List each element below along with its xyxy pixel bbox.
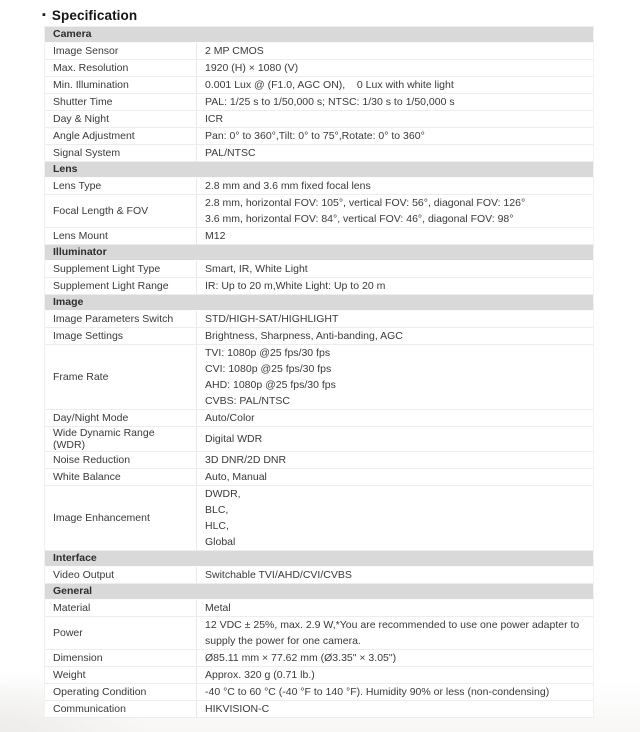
spec-value-line: AHD: 1080p @25 fps/30 fps: [205, 379, 336, 391]
spec-value-line: Auto, Manual: [205, 471, 267, 483]
spec-value-line: Brightness, Sharpness, Anti-banding, AGC: [205, 330, 403, 342]
spec-value-line: 0.001 Lux @ (F1.0, AGC ON), 0 Lux with white light: [205, 79, 454, 91]
spec-value-line: Approx. 320 g (0.71 lb.): [205, 669, 315, 681]
spec-value: [197, 667, 593, 683]
spec-value: [197, 261, 593, 277]
table-row: [45, 195, 593, 228]
spec-label: Material: [45, 600, 197, 616]
section-header: General: [45, 584, 593, 600]
spec-value: [197, 278, 593, 294]
spec-label: Focal Length & FOV: [45, 195, 197, 227]
spec-value: [197, 111, 593, 127]
spec-label: Weight: [45, 667, 197, 683]
spec-value: [197, 77, 593, 93]
spec-label: Frame Rate: [45, 345, 197, 409]
spec-value-line: PAL: 1/25 s to 1/50,000 s; NTSC: 1/30 s to 1/50,000 s: [205, 96, 455, 108]
spec-value-line: Digital WDR: [205, 433, 263, 445]
spec-value-line: HLC,: [205, 520, 229, 532]
table-row: [45, 77, 593, 94]
spec-value-line: TVI: 1080p @25 fps/30 fps: [205, 347, 331, 359]
table-row: [45, 178, 593, 195]
spec-value: [197, 145, 593, 161]
spec-label: Supplement Light Range: [45, 278, 197, 294]
spec-value: [197, 650, 593, 666]
spec-value: [197, 427, 593, 451]
spec-label: Operating Condition: [45, 684, 197, 700]
spec-value-line: DWDR,: [205, 488, 241, 500]
table-row: [45, 228, 593, 245]
spec-value: [197, 311, 593, 327]
table-row: [45, 617, 593, 650]
spec-value: [197, 60, 593, 76]
table-row: [45, 94, 593, 111]
spec-value-line: Metal: [205, 602, 231, 614]
spec-value: [197, 567, 593, 583]
bullet-icon: ▪: [42, 9, 46, 21]
spec-value-line: 12 VDC ± 25%, max. 2.9 W,*You are recommended to use one power adapter to supply the power for one camera.: [205, 619, 583, 647]
spec-value-line: Smart, IR, White Light: [205, 263, 308, 275]
spec-value-line: STD/HIGH-SAT/HIGHLIGHT: [205, 313, 339, 325]
table-row: [45, 427, 593, 452]
spec-value-line: CVI: 1080p @25 fps/30 fps: [205, 363, 332, 375]
table-row: [45, 667, 593, 684]
spec-value-line: PAL/NTSC: [205, 147, 256, 159]
spec-value-line: 2 MP CMOS: [205, 45, 264, 57]
spec-value-line: ICR: [205, 113, 224, 125]
spec-value-line: 3D DNR/2D DNR: [205, 454, 287, 466]
spec-value-line: CVBS: PAL/NTSC: [205, 395, 290, 407]
spec-label: Image Enhancement: [45, 486, 197, 550]
spec-value-line: Global: [205, 536, 236, 548]
spec-label: Power: [45, 617, 197, 649]
spec-value: [197, 410, 593, 426]
spec-value: [197, 701, 593, 717]
spec-value: [197, 195, 593, 227]
spec-value: [197, 684, 593, 700]
spec-value-line: -40 °C to 60 °C (-40 °F to 140 °F). Humidity 90% or less (non-condensing): [205, 686, 550, 698]
spec-value-line: Ø85.11 mm × 77.62 mm (Ø3.35" × 3.05"): [205, 652, 397, 664]
spec-table: [44, 26, 594, 718]
spec-label: Day/Night Mode: [45, 410, 197, 426]
spec-label: Day & Night: [45, 111, 197, 127]
table-row: [45, 600, 593, 617]
spec-value-line: IR: Up to 20 m,White Light: Up to 20 m: [205, 280, 386, 292]
section-header: Camera: [45, 27, 593, 43]
spec-value-line: 2.8 mm and 3.6 mm fixed focal lens: [205, 180, 371, 192]
table-row: [45, 60, 593, 77]
spec-value: [197, 452, 593, 468]
spec-label: Supplement Light Type: [45, 261, 197, 277]
spec-label: Shutter Time: [45, 94, 197, 110]
table-row: [45, 145, 593, 162]
spec-value: [197, 600, 593, 616]
spec-label: Communication: [45, 701, 197, 717]
section-title: [42, 6, 137, 24]
table-row: [45, 128, 593, 145]
spec-label: Noise Reduction: [45, 452, 197, 468]
spec-label: Max. Resolution: [45, 60, 197, 76]
table-row: [45, 345, 593, 410]
page-title: Specification: [51, 7, 138, 23]
section-header: Illuminator: [45, 245, 593, 261]
spec-label: Min. Illumination: [45, 77, 197, 93]
spec-value: [197, 328, 593, 344]
table-row: [45, 650, 593, 667]
spec-value: [197, 43, 593, 59]
spec-value: [197, 486, 593, 550]
spec-label: Angle Adjustment: [45, 128, 197, 144]
section-header: Lens: [45, 162, 593, 178]
section-header: Interface: [45, 551, 593, 567]
table-row: [45, 567, 593, 584]
table-row: [45, 278, 593, 295]
spec-label: Video Output: [45, 567, 197, 583]
spec-value-line: Auto/Color: [205, 412, 255, 424]
table-row: [45, 469, 593, 486]
table-row: [45, 684, 593, 701]
spec-label: Image Parameters Switch: [45, 311, 197, 327]
table-row: [45, 410, 593, 427]
spec-value: [197, 94, 593, 110]
spec-value-line: Pan: 0° to 360°,Tilt: 0° to 75°,Rotate: 0° to 360°: [205, 130, 425, 142]
spec-value: [197, 228, 593, 244]
spec-label: Dimension: [45, 650, 197, 666]
section-header: Image: [45, 295, 593, 311]
table-row: [45, 328, 593, 345]
table-row: [45, 701, 593, 718]
spec-value: [197, 617, 593, 649]
spec-value-line: M12: [205, 230, 226, 242]
spec-label: Image Sensor: [45, 43, 197, 59]
table-row: [45, 261, 593, 278]
spec-value-line: Switchable TVI/AHD/CVI/CVBS: [205, 569, 352, 581]
spec-label: Lens Mount: [45, 228, 197, 244]
spec-value-line: 1920 (H) × 1080 (V): [205, 62, 299, 74]
spec-label: Wide Dynamic Range (WDR): [45, 427, 197, 451]
table-row: [45, 43, 593, 60]
spec-label: Signal System: [45, 145, 197, 161]
table-row: [45, 311, 593, 328]
spec-value-line: BLC,: [205, 504, 229, 516]
spec-value-line: HIKVISION-C: [205, 703, 270, 715]
table-row: [45, 111, 593, 128]
table-row: [45, 486, 593, 551]
spec-value-line: 2.8 mm, horizontal FOV: 105°, vertical FOV: 56°, diagonal FOV: 126°: [205, 197, 526, 209]
spec-value-line: 3.6 mm, horizontal FOV: 84°, vertical FOV: 46°, diagonal FOV: 98°: [205, 213, 514, 225]
spec-value: [197, 128, 593, 144]
spec-label: Image Settings: [45, 328, 197, 344]
table-row: [45, 452, 593, 469]
spec-value: [197, 345, 593, 409]
spec-label: Lens Type: [45, 178, 197, 194]
spec-label: White Balance: [45, 469, 197, 485]
spec-value: [197, 469, 593, 485]
spec-value: [197, 178, 593, 194]
